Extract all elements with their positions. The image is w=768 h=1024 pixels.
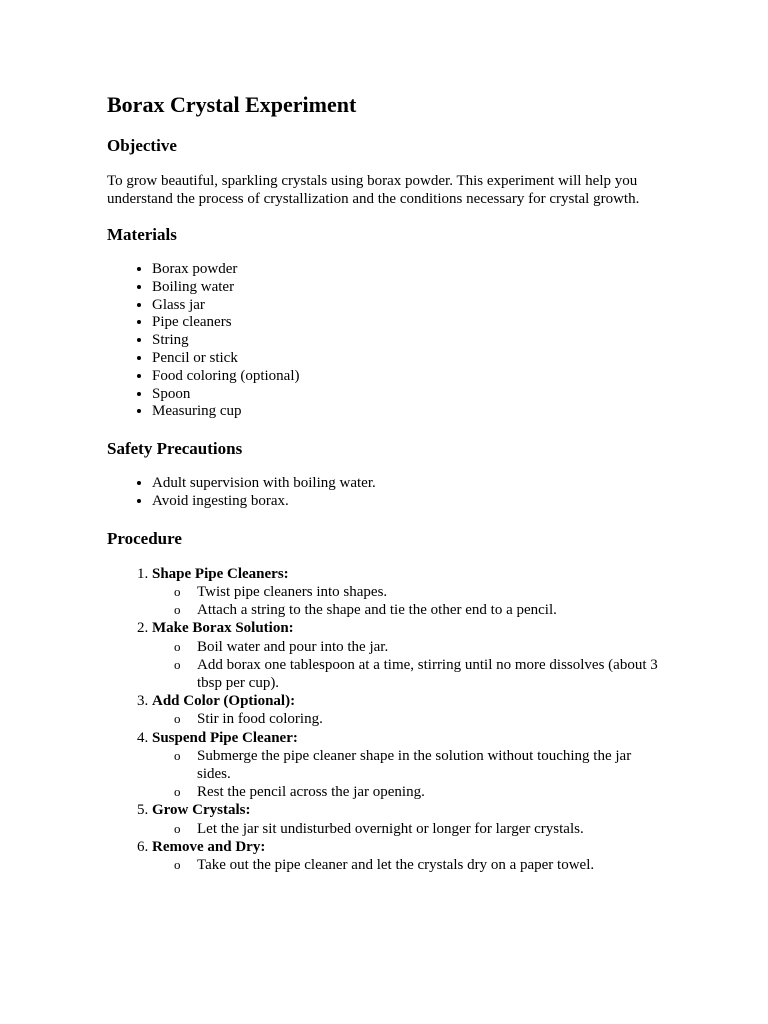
substep-item: o Boil water and pour into the jar. xyxy=(197,638,668,656)
step-title: Grow Crystals: xyxy=(152,802,251,819)
procedure-step xyxy=(152,729,668,802)
materials-item: • Spoon xyxy=(152,386,668,404)
procedure-step xyxy=(152,565,668,620)
materials-item: • Pipe cleaners xyxy=(152,314,668,332)
materials-item: • Pencil or stick xyxy=(152,350,668,368)
safety-list xyxy=(107,475,668,511)
materials-item: • Boiling water xyxy=(152,279,668,297)
procedure-steps xyxy=(107,565,668,874)
materials-section xyxy=(107,225,668,421)
substep-list xyxy=(152,638,668,693)
substep-list xyxy=(152,820,668,838)
substep-item: o Stir in food coloring. xyxy=(197,710,668,728)
step-title: Add Color (Optional): xyxy=(152,693,296,710)
substep-item: o Submerge the pipe cleaner shape in the solution without touching the jar sides. xyxy=(197,747,668,783)
procedure-step xyxy=(152,692,668,728)
step-title: Remove and Dry: xyxy=(152,838,266,855)
materials-item: • Glass jar xyxy=(152,297,668,315)
materials-item: • Food coloring (optional) xyxy=(152,368,668,386)
objective-text: To grow beautiful, sparkling crystals using borax powder. This experiment will help you understand the process of crystallization and the conditions necessary for crystal growth. xyxy=(107,173,640,207)
materials-item: • String xyxy=(152,332,668,350)
step-title: Suspend Pipe Cleaner: xyxy=(152,729,298,746)
procedure-step xyxy=(152,801,668,837)
procedure-section xyxy=(107,529,668,874)
substep-list xyxy=(152,747,668,802)
document-title: Borax Crystal Experiment xyxy=(107,92,357,117)
step-title: Make Borax Solution: xyxy=(152,620,294,637)
substep-list xyxy=(152,856,668,874)
substep-list xyxy=(152,583,668,619)
substep-item: o Let the jar sit undisturbed overnight or longer for larger crystals. xyxy=(197,820,668,838)
materials-item: • Borax powder xyxy=(152,261,668,279)
objective-heading: Objective xyxy=(107,136,177,155)
procedure-step xyxy=(152,838,668,874)
procedure-heading: Procedure xyxy=(107,528,182,548)
safety-item: • Adult supervision with boiling water. xyxy=(152,475,668,493)
materials-heading: Materials xyxy=(107,225,177,244)
substep-list xyxy=(152,710,668,728)
step-title: Shape Pipe Cleaners: xyxy=(152,565,289,582)
substep-item: o Attach a string to the shape and tie the other end to a pencil. xyxy=(197,601,668,619)
substep-item: o Rest the pencil across the jar opening. xyxy=(197,783,668,801)
safety-item: • Avoid ingesting borax. xyxy=(152,493,668,511)
materials-list xyxy=(107,261,668,421)
objective-section xyxy=(107,136,668,208)
safety-heading: Safety Precautions xyxy=(107,439,243,459)
substep-item: o Add borax one tablespoon at a time, stirring until no more dissolves (about 3 tbsp per cup). xyxy=(197,656,668,692)
procedure-step xyxy=(152,619,668,692)
safety-section xyxy=(107,439,668,511)
materials-item: • Measuring cup xyxy=(152,403,668,421)
substep-item: o Take out the pipe cleaner and let the crystals dry on a paper towel. xyxy=(197,856,668,874)
substep-item: o Twist pipe cleaners into shapes. xyxy=(197,583,668,601)
